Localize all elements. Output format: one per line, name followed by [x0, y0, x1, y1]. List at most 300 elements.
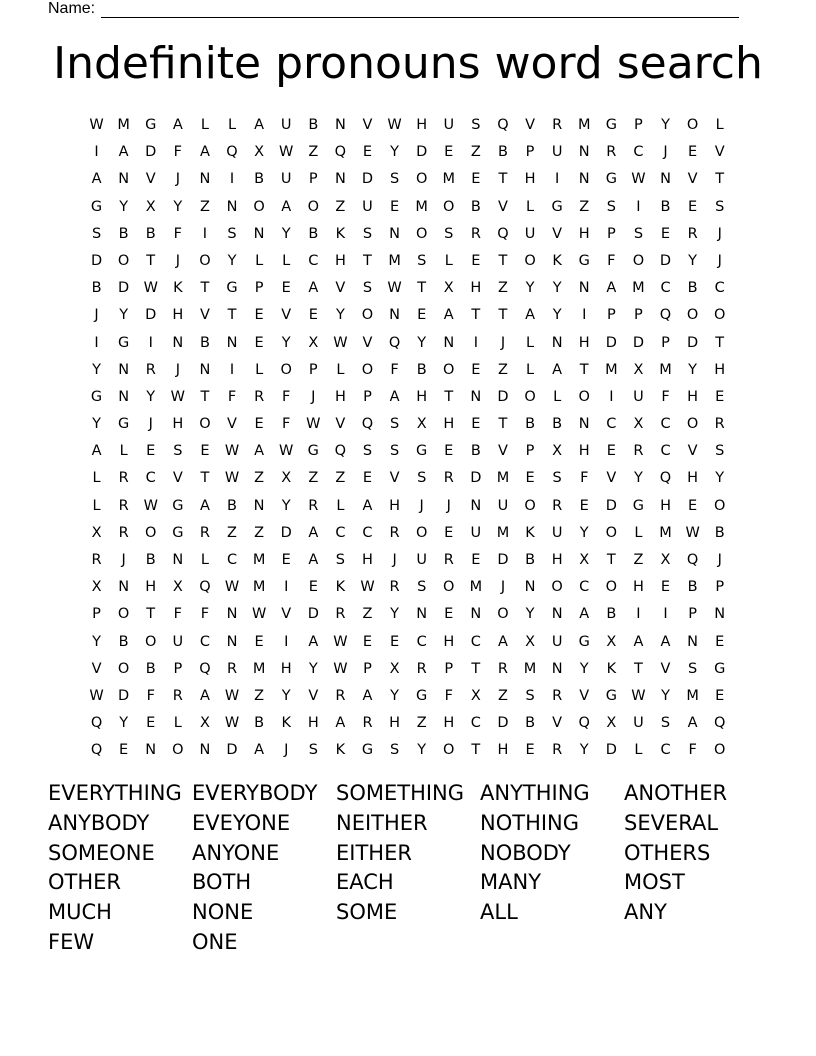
grid-letter: Q: [90, 715, 103, 732]
grid-letter: W: [333, 660, 348, 677]
grid-letter: H: [389, 497, 401, 514]
grid-letter: E: [471, 416, 481, 433]
grid-letter: Z: [227, 524, 237, 541]
grid-letter: S: [308, 742, 318, 759]
grid-letter: Y: [335, 307, 345, 324]
grid-letter: L: [119, 443, 128, 460]
grid-letter: E: [308, 307, 318, 324]
grid-letter: Q: [713, 715, 726, 732]
grid-letter: A: [254, 443, 265, 460]
grid-letter: O: [117, 606, 130, 623]
grid-letter: W: [387, 117, 402, 133]
grid-letter: H: [334, 388, 346, 405]
grid-letter: D: [226, 742, 238, 759]
grid-letter: H: [416, 388, 428, 405]
grid-letter: O: [686, 416, 699, 433]
grid-letter: B: [118, 633, 129, 650]
grid-letter: G: [416, 687, 428, 704]
grid-letter: F: [444, 687, 453, 704]
page-title: Indefinite pronouns word search: [53, 38, 763, 89]
grid-letter: G: [361, 742, 374, 759]
grid-letter: Z: [254, 524, 265, 541]
grid-letter: N: [226, 633, 238, 650]
grid-letter: T: [471, 660, 481, 677]
grid-letter: H: [443, 715, 455, 732]
grid-letter: M: [469, 579, 483, 596]
grid-letter: Z: [497, 280, 508, 297]
grid-letter: O: [415, 171, 428, 188]
grid-letter: M: [415, 198, 428, 215]
grid-letter: B: [497, 144, 508, 161]
grid-letter: C: [633, 144, 644, 161]
grid-letter: T: [146, 252, 156, 269]
grid-letter: H: [687, 388, 699, 405]
grid-letter: S: [362, 443, 373, 460]
grid-letter: M: [632, 280, 645, 297]
grid-letter: R: [254, 388, 265, 405]
grid-letter: Q: [659, 307, 672, 324]
grid-letter: Z: [497, 687, 508, 704]
grid-letter: L: [92, 470, 101, 487]
grid-letter: V: [687, 171, 698, 188]
grid-letter: D: [687, 334, 699, 351]
grid-letter: R: [362, 715, 373, 732]
grid-letter: Z: [308, 144, 319, 161]
grid-letter: P: [606, 225, 616, 242]
name-underline: [101, 3, 739, 18]
word-list-item: NONE: [192, 900, 254, 925]
grid-letter: Z: [254, 687, 265, 704]
grid-letter: Y: [92, 361, 101, 378]
grid-letter: T: [633, 660, 643, 677]
grid-letter: E: [471, 171, 481, 188]
grid-letter: V: [335, 280, 346, 297]
grid-letter: O: [713, 742, 726, 759]
grid-letter: L: [336, 361, 345, 378]
grid-letter: U: [551, 524, 563, 541]
grid-letter: T: [471, 307, 481, 324]
grid-letter: O: [172, 742, 184, 759]
grid-letter: L: [200, 552, 209, 568]
grid-letter: E: [362, 470, 373, 487]
grid-letter: X: [254, 144, 265, 161]
grid-letter: P: [308, 361, 318, 378]
word-list-item: EVEYONE: [192, 810, 291, 835]
grid-letter: T: [498, 252, 508, 269]
grid-letter: E: [308, 579, 318, 596]
grid-letter: A: [389, 388, 400, 405]
grid-letter: U: [172, 633, 184, 650]
grid-letter: U: [280, 117, 292, 133]
grid-letter: I: [202, 225, 208, 242]
name-field: [48, 0, 739, 18]
grid-letter: L: [200, 117, 209, 133]
grid-letter: R: [335, 687, 346, 704]
grid-letter: Y: [417, 334, 427, 351]
grid-letter: C: [660, 742, 671, 759]
grid-letter: C: [660, 280, 671, 297]
word-list-item: SOMEONE: [48, 840, 155, 865]
grid-letter: D: [307, 606, 319, 623]
grid-letter: B: [470, 198, 481, 215]
grid-letter: V: [91, 660, 102, 677]
grid-letter: W: [224, 579, 240, 596]
word-list-item: ANOTHER: [624, 781, 728, 805]
grid-letter: N: [226, 334, 238, 351]
grid-letter: J: [717, 225, 722, 242]
grid-letter: R: [118, 524, 129, 541]
grid-letter: G: [172, 497, 184, 514]
grid-letter: L: [444, 252, 453, 269]
grid-letter: N: [226, 606, 238, 623]
word-list-item: EVERYBODY: [192, 781, 318, 805]
grid-letter: G: [307, 443, 319, 460]
grid-letter: C: [199, 633, 210, 650]
grid-letter: V: [172, 470, 183, 487]
grid-letter: I: [284, 633, 289, 650]
grid-letter: F: [688, 742, 697, 759]
grid-letter: B: [606, 606, 617, 623]
grid-letter: D: [605, 334, 617, 351]
grid-letter: E: [715, 388, 725, 405]
grid-letter: B: [525, 416, 536, 433]
grid-letter: V: [227, 416, 237, 433]
grid-letter: Q: [90, 742, 103, 759]
grid-letter: D: [497, 388, 509, 405]
grid-letter: A: [91, 171, 102, 188]
grid-letter: S: [633, 225, 644, 242]
grid-letter: E: [688, 497, 698, 514]
grid-letter: P: [254, 280, 264, 297]
grid-letter: O: [686, 307, 699, 324]
grid-letter: Q: [497, 225, 509, 242]
grid-letter: K: [552, 252, 562, 269]
grid-letter: B: [714, 524, 725, 541]
word-list-item: ANYBODY: [48, 810, 150, 835]
grid-letter: V: [389, 470, 400, 487]
grid-letter: Y: [119, 307, 129, 324]
grid-letter: R: [118, 470, 129, 487]
grid-letter: T: [146, 606, 156, 623]
grid-letter: W: [224, 715, 240, 732]
grid-letter: H: [578, 443, 590, 460]
grid-letter: C: [335, 524, 346, 541]
grid-letter: A: [118, 144, 129, 161]
letter-grid: [83, 112, 733, 765]
grid-letter: E: [362, 144, 373, 161]
grid-letter: L: [526, 334, 535, 351]
grid-letter: N: [470, 497, 482, 514]
grid-letter: W: [631, 687, 646, 704]
grid-letter: I: [94, 144, 99, 161]
grid-letter: E: [715, 633, 725, 650]
grid-letter: B: [308, 225, 319, 242]
grid-letter: A: [443, 307, 454, 324]
grid-letter: A: [362, 687, 373, 704]
grid-letter: T: [200, 388, 210, 405]
grid-letter: D: [659, 252, 672, 269]
grid-letter: H: [497, 742, 509, 759]
grid-letter: E: [471, 361, 481, 378]
grid-letter: X: [91, 579, 102, 596]
grid-letter: R: [416, 660, 427, 677]
word-list-item: MANY: [480, 870, 542, 895]
grid-letter: G: [714, 660, 726, 677]
grid-letter: B: [145, 660, 156, 677]
grid-letter: E: [254, 334, 264, 351]
grid-letter: B: [687, 280, 698, 297]
grid-letter: E: [660, 579, 671, 596]
grid-letter: Z: [579, 198, 590, 215]
grid-letter: M: [252, 552, 266, 568]
grid-letter: T: [498, 307, 508, 324]
grid-letter: V: [497, 443, 508, 460]
grid-letter: T: [200, 470, 210, 487]
grid-letter: Y: [579, 660, 589, 677]
grid-letter: B: [525, 715, 536, 732]
grid-letter: M: [442, 171, 456, 188]
grid-letter: Y: [579, 524, 589, 541]
grid-letter: A: [91, 443, 102, 460]
grid-letter: J: [717, 552, 722, 568]
grid-letter: E: [281, 552, 291, 568]
grid-letter: M: [577, 117, 591, 133]
grid-letter: U: [362, 198, 373, 215]
grid-letter: R: [687, 225, 698, 242]
grid-letter: S: [525, 687, 535, 704]
grid-letter: S: [389, 742, 400, 759]
grid-letter: Z: [470, 144, 481, 161]
grid-letter: B: [254, 715, 265, 732]
grid-letter: W: [251, 606, 267, 623]
grid-letter: E: [444, 524, 454, 541]
grid-letter: R: [552, 742, 563, 759]
word-list-item: ANYONE: [192, 840, 280, 865]
grid-letter: M: [496, 524, 510, 541]
grid-letter: U: [633, 715, 644, 732]
grid-letter: X: [552, 443, 563, 460]
grid-letter: O: [713, 307, 726, 324]
grid-letter: A: [308, 280, 319, 297]
grid-letter: M: [388, 252, 401, 269]
grid-letter: T: [498, 171, 508, 188]
grid-letter: X: [172, 579, 183, 596]
grid-letter: S: [715, 443, 725, 460]
grid-letter: B: [145, 225, 156, 242]
grid-letter: N: [145, 742, 157, 759]
grid-letter: L: [227, 117, 237, 133]
grid-letter: N: [443, 334, 455, 351]
grid-letter: N: [389, 307, 400, 324]
grid-letter: X: [281, 470, 292, 487]
grid-letter: N: [172, 552, 184, 568]
grid-letter: L: [526, 361, 535, 378]
grid-letter: J: [311, 388, 316, 405]
grid-letter: E: [389, 198, 400, 215]
grid-letter: B: [525, 552, 536, 568]
word-list-item: NOTHING: [480, 810, 580, 835]
grid-letter: W: [143, 497, 158, 514]
grid-letter: N: [253, 225, 265, 242]
grid-letter: B: [254, 171, 265, 188]
grid-letter: Q: [361, 416, 374, 433]
grid-letter: W: [224, 470, 240, 487]
word-list-item: ANY: [624, 900, 667, 925]
grid-letter: S: [417, 252, 427, 269]
grid-letter: C: [660, 416, 671, 433]
grid-letter: P: [363, 660, 372, 677]
grid-letter: E: [254, 416, 264, 433]
grid-letter: L: [553, 388, 562, 405]
grid-letter: E: [146, 715, 156, 732]
grid-letter: O: [253, 198, 265, 215]
grid-letter: N: [389, 225, 400, 242]
grid-letter: E: [471, 552, 481, 568]
grid-letter: N: [118, 388, 130, 405]
grid-letter: M: [605, 361, 618, 378]
grid-letter: Q: [334, 443, 347, 460]
grid-letter: S: [173, 443, 183, 460]
grid-letter: J: [663, 144, 668, 161]
grid-letter: Y: [390, 606, 399, 623]
grid-letter: Q: [578, 715, 590, 732]
word-list-item: SOME: [336, 900, 398, 925]
grid-letter: Z: [308, 470, 319, 487]
grid-letter: O: [415, 225, 428, 242]
grid-letter: Q: [199, 660, 211, 677]
grid-letter: L: [526, 198, 535, 215]
grid-letter: I: [284, 579, 289, 596]
grid-letter: V: [606, 470, 617, 487]
word-list-item: BOTH: [192, 870, 252, 895]
grid-letter: Y: [525, 280, 535, 297]
word-list-item: MUCH: [48, 900, 112, 925]
grid-letter: H: [578, 225, 590, 242]
grid-letter: R: [226, 660, 238, 677]
grid-letter: J: [175, 171, 180, 188]
grid-letter: B: [145, 552, 156, 568]
grid-letter: J: [175, 361, 180, 378]
grid-letter: N: [551, 660, 563, 677]
grid-letter: A: [254, 117, 265, 133]
grid-letter: E: [389, 633, 400, 650]
grid-letter: D: [632, 334, 644, 351]
grid-letter: R: [118, 497, 129, 514]
grid-letter: T: [417, 280, 427, 297]
grid-letter: N: [199, 171, 211, 188]
grid-letter: R: [552, 497, 563, 514]
grid-letter: N: [551, 606, 563, 623]
grid-letter: D: [497, 715, 509, 732]
grid-letter: H: [470, 280, 482, 297]
word-list-item: EITHER: [336, 840, 412, 865]
grid-letter: N: [199, 742, 211, 759]
grid-letter: O: [443, 579, 455, 596]
grid-letter: N: [334, 117, 346, 133]
grid-letter: W: [631, 171, 646, 188]
grid-letter: A: [281, 198, 292, 215]
word-list-item: ONE: [192, 929, 238, 954]
grid-letter: O: [145, 633, 157, 650]
grid-letter: Y: [579, 742, 589, 759]
grid-letter: X: [633, 416, 644, 433]
grid-letter: A: [362, 497, 373, 514]
grid-letter: D: [497, 552, 509, 568]
grid-letter: D: [361, 171, 374, 188]
grid-letter: L: [255, 252, 264, 269]
grid-letter: S: [444, 225, 454, 242]
grid-letter: O: [280, 361, 292, 378]
grid-letter: P: [525, 443, 535, 460]
grid-letter: J: [175, 252, 180, 269]
grid-letter: N: [660, 171, 671, 188]
grid-letter: H: [578, 334, 590, 351]
grid-letter: V: [281, 606, 292, 623]
grid-letter: Z: [335, 198, 346, 215]
grid-letter: E: [119, 742, 129, 759]
grid-letter: Z: [497, 361, 508, 378]
grid-letter: I: [229, 361, 235, 378]
grid-letter: B: [416, 361, 427, 378]
grid-letter: A: [579, 606, 590, 623]
grid-letter: K: [281, 715, 291, 732]
grid-letter: V: [308, 687, 319, 704]
grid-letter: S: [389, 443, 400, 460]
grid-letter: X: [660, 552, 671, 568]
grid-letter: D: [145, 307, 157, 324]
grid-letter: M: [117, 117, 130, 133]
grid-letter: X: [199, 715, 210, 732]
grid-letter: F: [282, 416, 291, 433]
grid-letter: Y: [92, 633, 101, 650]
grid-letter: Y: [661, 687, 670, 704]
grid-letter: P: [634, 117, 643, 133]
grid-letter: G: [90, 198, 103, 215]
grid-letter: E: [660, 225, 671, 242]
grid-letter: H: [172, 307, 184, 324]
grid-letter: S: [362, 280, 373, 297]
grid-letter: M: [252, 579, 266, 596]
grid-letter: A: [172, 117, 183, 133]
grid-letter: T: [227, 307, 237, 324]
grid-letter: X: [416, 416, 427, 433]
grid-letter: I: [148, 334, 153, 351]
grid-letter: E: [417, 307, 427, 324]
grid-letter: V: [199, 307, 210, 324]
grid-letter: O: [199, 252, 211, 269]
grid-letter: G: [605, 171, 617, 188]
grid-letter: O: [117, 252, 130, 269]
grid-letter: G: [145, 117, 157, 133]
grid-letter: B: [118, 225, 129, 242]
grid-letter: G: [551, 198, 563, 215]
grid-letter: G: [416, 443, 428, 460]
grid-letter: B: [199, 334, 210, 351]
grid-letter: S: [715, 198, 725, 215]
grid-letter: F: [607, 252, 616, 269]
grid-letter: M: [659, 361, 672, 378]
grid-letter: A: [633, 633, 644, 650]
grid-letter: P: [308, 171, 318, 188]
grid-letter: E: [146, 443, 156, 460]
grid-letter: A: [525, 307, 535, 324]
grid-letter: R: [443, 470, 454, 487]
grid-letter: S: [389, 171, 400, 188]
grid-letter: Q: [199, 579, 211, 596]
grid-letter: R: [172, 687, 183, 704]
grid-letter: Y: [661, 117, 670, 133]
grid-letter: M: [523, 660, 537, 677]
